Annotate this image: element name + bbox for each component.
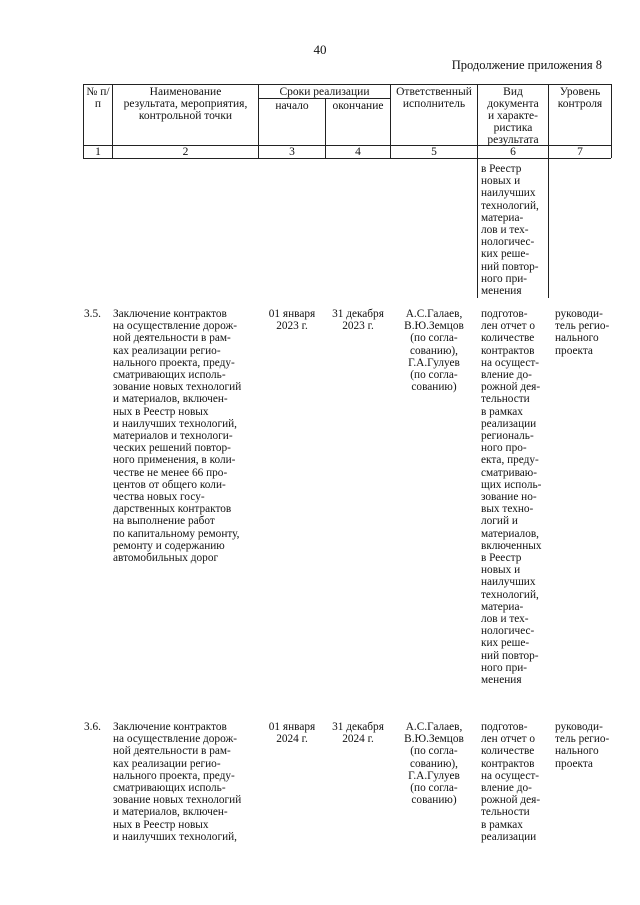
column-number-3: 3	[289, 146, 295, 158]
column-number-5: 5	[431, 146, 437, 158]
row-start-date: 01 января 2023 г.	[268, 308, 316, 333]
header-name: Наименование результата, мероприятия, контрольной точки	[123, 86, 248, 122]
header-control-level: Уровень контроля	[557, 86, 603, 110]
row-number: 3.6.	[84, 721, 101, 733]
column-number-2: 2	[182, 146, 189, 158]
column-number-4: 4	[355, 146, 361, 158]
row-number: 3.5.	[84, 308, 101, 320]
header-terms: Сроки реализации	[279, 86, 370, 98]
row-end-date: 31 декабря 2023 г.	[332, 308, 384, 333]
carryover-doc-text: в Реестр новых и наилучших технологий, материа- лов и тех- нологичес- ких реше- ний повтор- ного при- менения	[481, 163, 539, 298]
header-num: № п/п	[86, 86, 110, 110]
header-responsible: Ответственный исполнитель	[396, 86, 472, 110]
header-doc-type: Вид документа и характе- ристика результата	[487, 86, 539, 146]
header-end: окончание	[332, 100, 384, 112]
row-doc: подготов- лен отчет о количестве контрактов на осущест- вление до- рожной дея- тельности в рамках реализации	[481, 721, 541, 843]
column-number-6: 6	[510, 146, 516, 158]
row-responsible: А.С.Галаев, В.Ю.Земцов (по согла- сованию), Г.А.Гулуев (по согла- сованию)	[404, 721, 464, 807]
page-number: 40	[313, 42, 327, 57]
continuation-label: Продолжение приложения 8	[451, 58, 602, 72]
row-name: Заключение контрактов на осуществление дорож- ной деятельности в рам- ках реализации регио- нального проекта, преду- сматривающих исполь- зование новых технологий и материалов, включен- ных в Реестр новых и наилучших технологий,	[113, 721, 242, 843]
row-start-date: 01 января 2024 г.	[268, 721, 316, 746]
row-name: Заключение контрактов на осуществление дорож- ной деятельности в рам- ках реализации регио- нального проекта, преду- сматривающих исполь- зование новых технологий и материалов, включен- ных в Реестр новых и наилучших технологий, материалов и технологи- ческих решений повтор- ного применения, в коли- честве не менее 66 про- центов от общего коли- чества новых госу- дарственных контрактов на выполнение работ по капитальному ремонту, ремонту и содержанию автомобильных дорог	[113, 308, 242, 565]
column-number-7: 7	[577, 146, 583, 158]
row-doc: подготов- лен отчет о количестве контрактов на осущест- вление до- рожной дея- тельности в рамках реализации региональ- ного про- екта, преду- сматриваю- щих исполь- зование но- вых техно- логий и материалов, включенных в Реестр новых и наилучших технологий, материа- лов и тех- нологичес- ких реше- ний повтор- ного при- менения	[481, 308, 542, 687]
header-start: начало	[275, 100, 309, 112]
row-control-level: руководи- тель регио- нального проекта	[555, 308, 610, 357]
row-control-level: руководи- тель регио- нального проекта	[555, 721, 610, 770]
column-number-1: 1	[95, 146, 101, 158]
row-end-date: 31 декабря 2024 г.	[332, 721, 384, 746]
row-responsible: А.С.Галаев, В.Ю.Земцов (по согла- сованию), Г.А.Гулуев (по согла- сованию)	[404, 308, 464, 394]
